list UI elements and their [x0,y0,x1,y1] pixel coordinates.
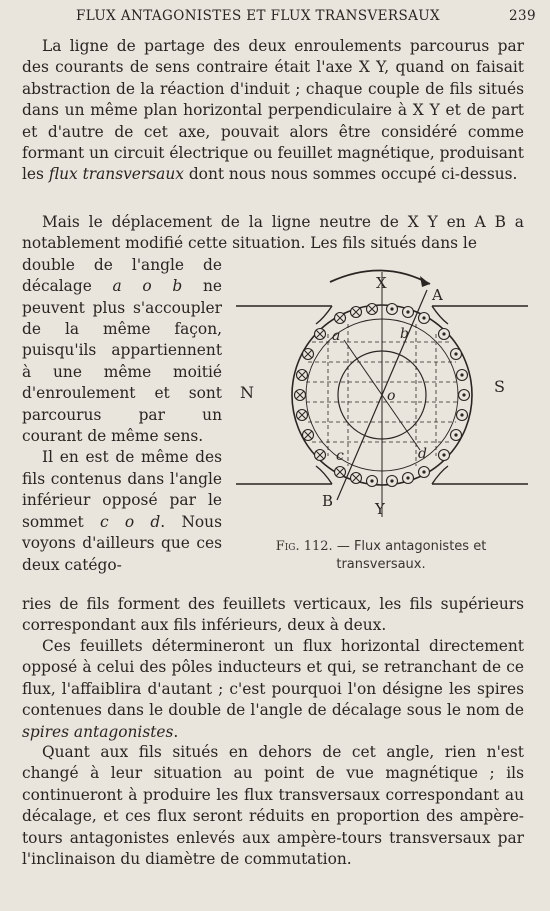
p2-wrapped-text [22,255,222,448]
p1-text-b: dont nous nous sommes occupé ci-dessus. [183,165,518,184]
p3-wrap-b: . Nous voyons d'ailleurs que ces deux catégo- [22,512,222,574]
p2-wrap-b: ne peuvent plus s'accoupler de la même façon, puisqu'ils appartiennent à une même moitié d'enroulement et sont parcourus par un courant de même sens. [22,277,222,446]
paragraph-3-continuation: ries de fils forment des feuillets verticaux, les fils supérieurs correspondant aux fils inférieurs, deux à deux. [22,595,524,635]
paragraph-5: Quant aux fils situés en dehors de cet angle, rien n'est changé à leur situation au point de vue magnétique ; ils continueront à produire les flux transversaux correspondant au décalage, et ces flux seront réduits en proportion des ampère-tours antagonistes enlevés aux ampère-tours transversaux par l'inclinaison du diamètre de commutation. [22,743,524,869]
figure-caption [236,538,526,574]
caption-text: — Flux antagonistes et transversaux. [336,539,487,572]
p2-angle-aob: a o b [112,277,183,296]
label-Y: Y [375,500,385,518]
paragraph-4 [22,636,524,743]
caption-label: Fig. 112. [275,539,333,554]
figure-112 [232,262,532,532]
page-number: 239 [509,8,536,24]
p4-text-a: Ces feuillets détermineront un flux horizontal directement opposé à celui des pôles inducteurs et qui, se retranchant de ce flux, l'affaiblira d'autant ; c'est pourquoi l'on désigne les spires contenues dans le double de l'angle de décalage sous le nom de [22,637,524,720]
p3-wrapped-text [22,447,222,575]
radius-oa [344,340,382,395]
p3-angle-cod: c o d [99,512,161,531]
p2-full-lines: Mais le déplacement de la ligne neutre de X Y en A B a notablement modifié cette situation. Les fils situés dans le [22,213,524,253]
p1-emphasis: flux transversaux [48,165,184,184]
label-S: S [494,377,505,396]
rotation-arrowhead [420,276,430,287]
label-N: N [240,383,254,402]
label-b: b [400,326,409,342]
label-X: X [376,274,387,292]
label-o: o [387,388,396,404]
label-B: B [322,492,334,510]
page-header [0,6,550,28]
p3-wrap-a: Il en est de même des fils contenus dans l'angle inférieur opposé par le sommet [22,448,222,531]
running-title: FLUX ANTAGONISTES ET FLUX TRANSVERSAUX [76,8,441,24]
label-A: A [432,286,443,304]
label-c: c [336,448,344,464]
p2-wrap-a: double de l'angle de décalage [22,255,222,296]
dynamo-diagram [232,262,532,532]
p4-emphasis: spires antagonistes [22,722,174,741]
p4-text-b: . [173,722,179,741]
label-d: d [418,446,427,462]
label-a: a [332,328,341,344]
paragraph-1 [22,36,524,186]
p1-text-a: La ligne de partage des deux enroulements parcourus par des courants de sens contraire était l'axe X Y, quand on faisait abstraction de la réaction d'induit ; chaque couple de fils situés dans un même plan horizontal perpendiculaire à X Y et de part et d'autre de cet axe, pouvait alors être considéré comme formant un circuit électrique ou feuillet magnétique, produisant les [22,37,524,184]
